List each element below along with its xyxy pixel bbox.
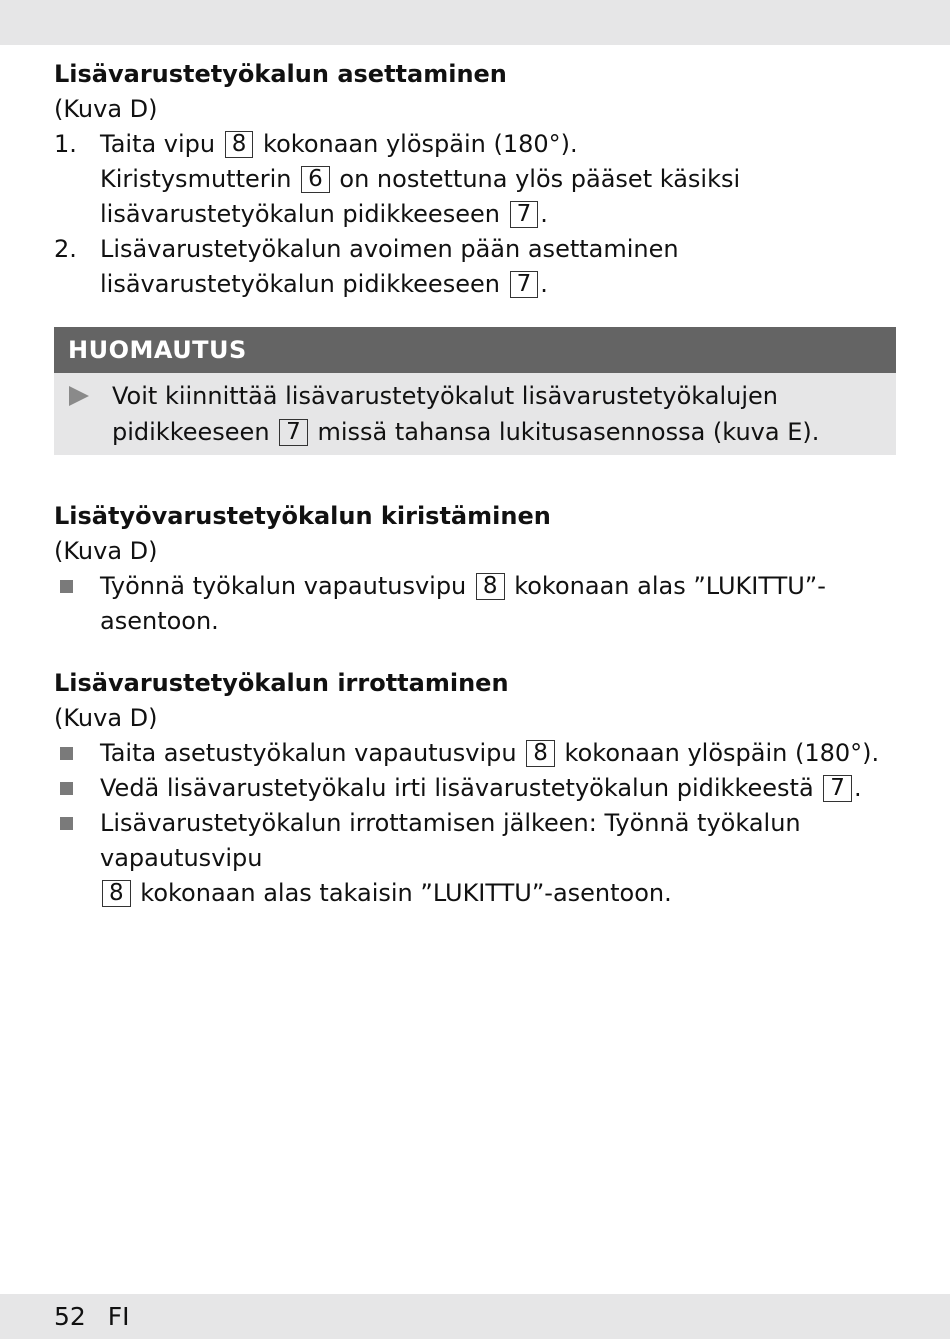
part-number-box: 8 (102, 880, 131, 907)
part-number-box: 7 (279, 419, 308, 446)
list-item (54, 736, 896, 771)
bullet-text: kokonaan ylöspäin (180°). (564, 739, 880, 767)
square-bullet-icon (60, 782, 73, 795)
part-number-box: 8 (526, 740, 555, 767)
remove-bullets (54, 736, 896, 911)
note-text: Voit kiinnittää lisävarustetyökalut lisävarustetyökalujen pidikkeeseen (112, 382, 778, 446)
top-band (0, 0, 950, 45)
bullet-text: Taita asetustyökalun vapautusvipu (100, 739, 517, 767)
page-number: 52 (54, 1302, 86, 1331)
step-text: Lisävarustetyökalun avoimen pään asettaminen lisävarustetyökalun pidikkeeseen (100, 235, 679, 298)
bullet-text: Vedä lisävarustetyökalu irti lisävarustetyökalun pidikkeestä (100, 774, 814, 802)
section-heading-remove: Lisävarustetyökalun irrottaminen (54, 669, 509, 697)
step-text: . (540, 270, 548, 298)
language-code: FI (107, 1302, 130, 1331)
figure-reference: (Kuva D) (54, 704, 158, 732)
square-bullet-icon (60, 817, 73, 830)
bullet-text: . (853, 774, 862, 802)
triangle-bullet-icon (69, 386, 89, 406)
note-text: missä tahansa lukitusasennossa (kuva E). (317, 418, 820, 446)
bullet-text: Työnnä työkalun vapautusvipu (100, 572, 467, 600)
part-number-box: 7 (823, 775, 852, 802)
step-text: Kiristysmutterin (100, 165, 292, 193)
section-heading-insert: Lisävarustetyökalun asettaminen (54, 60, 507, 88)
step-1 (54, 127, 896, 232)
insert-steps (54, 127, 896, 302)
page-content (54, 57, 896, 911)
part-number-box: 7 (510, 201, 539, 228)
part-number-box: 8 (476, 573, 505, 600)
tighten-bullets (54, 569, 896, 639)
step-number: 1. (54, 130, 77, 158)
list-item (54, 569, 896, 639)
section-heading-tighten: Lisätyövarustetyökalun kiristäminen (54, 502, 551, 530)
square-bullet-icon (60, 747, 73, 760)
part-number-box: 6 (301, 166, 330, 193)
step-text: . (540, 200, 548, 228)
step-text: kokonaan ylöspäin (180°). (263, 130, 578, 158)
list-item (54, 806, 896, 911)
step-text: on nostettuna ylös pääset käsiksi lisävarustetyökalun pidikkeeseen (100, 165, 741, 228)
bullet-text: Lisävarustetyökalun irrottamisen jälkeen: Työnnä työkalun vapautusvipu (100, 809, 801, 872)
step-number: 2. (54, 235, 77, 263)
step-text: Taita vipu (100, 130, 216, 158)
page-footer (54, 1299, 144, 1335)
figure-reference: (Kuva D) (54, 537, 158, 565)
note-body (54, 373, 896, 455)
note-title: HUOMAUTUS (54, 327, 896, 373)
note-box (54, 327, 896, 455)
figure-reference: (Kuva D) (54, 95, 158, 123)
step-2 (54, 232, 896, 302)
part-number-box: 8 (225, 131, 254, 158)
square-bullet-icon (60, 580, 73, 593)
bullet-text: kokonaan alas takaisin ”LUKITTU”-asentoon. (140, 879, 672, 907)
list-item (54, 771, 896, 806)
bullet-text: kokonaan alas ”LUKITTU”-asentoon. (100, 572, 826, 635)
part-number-box: 7 (510, 271, 539, 298)
